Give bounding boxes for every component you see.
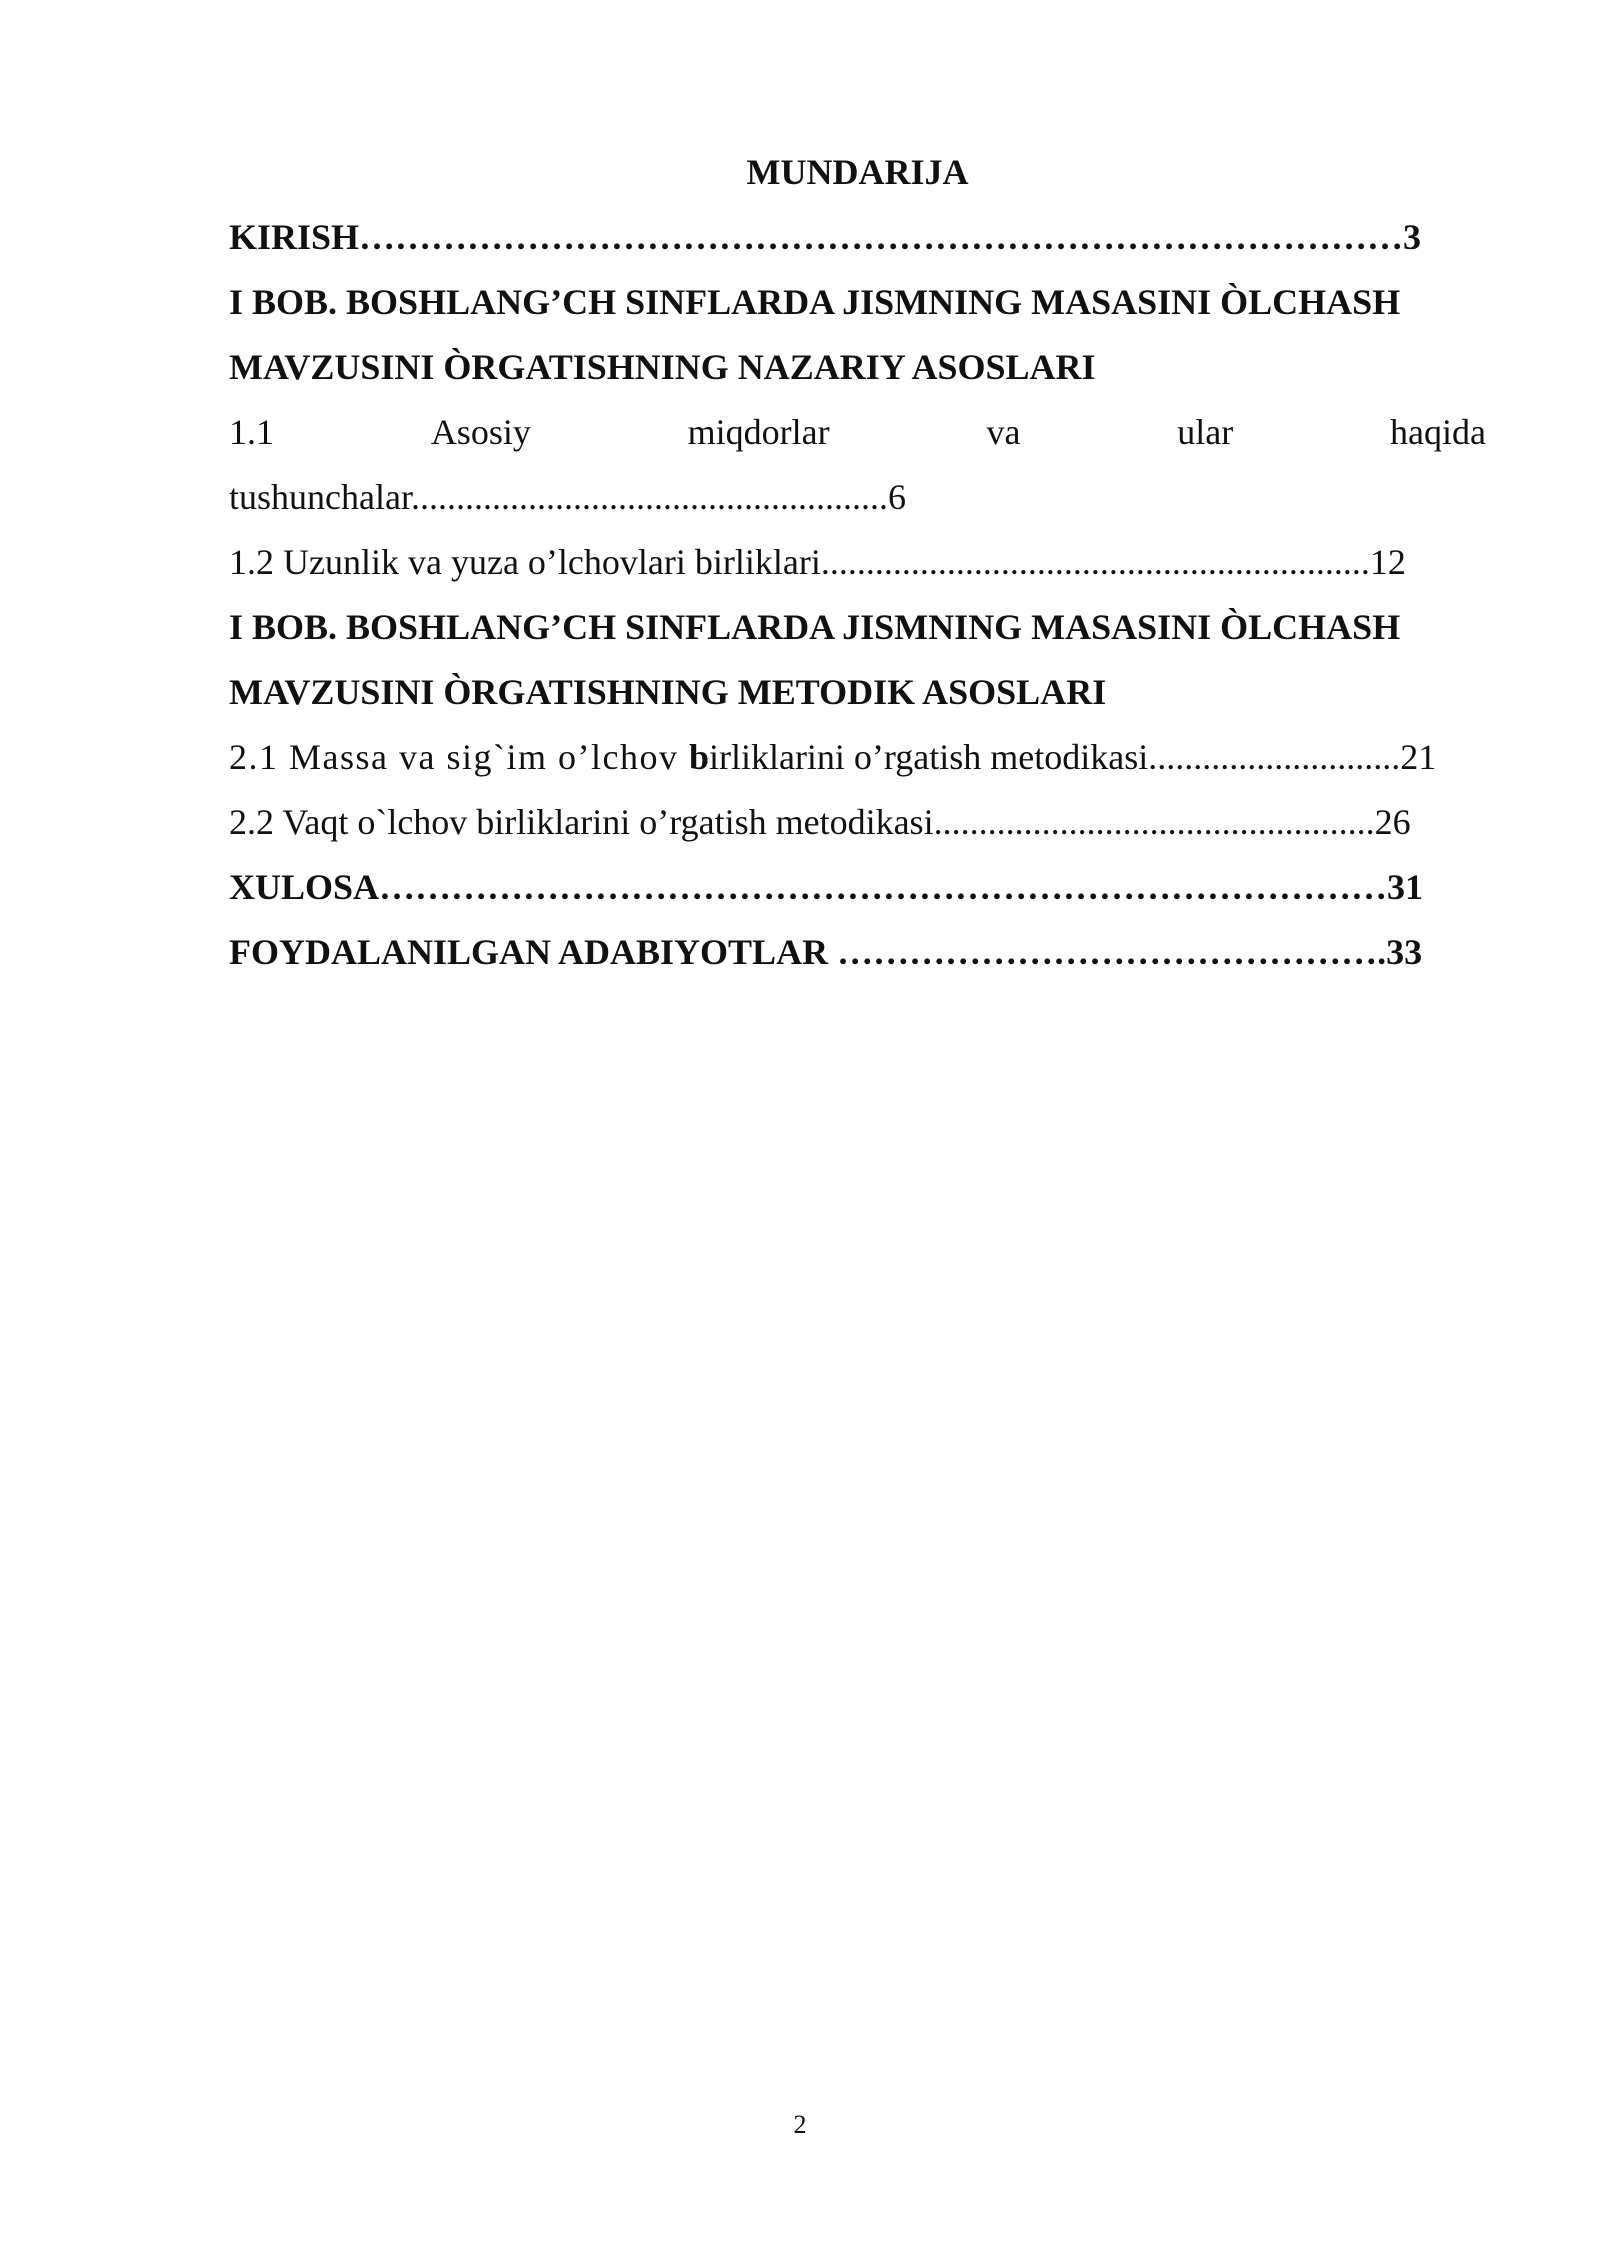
toc-section-2-2: 2.2 Vaqt o`lchov birliklarini o’rgatish metodikasi.................................................26 — [229, 802, 1411, 842]
toc-section-2-1 — [229, 725, 1486, 790]
toc-chapter1-heading-line2: MAVZUSINI ÒRGATISHNING NAZARIY ASOSLARI — [229, 347, 1096, 387]
toc-word: va — [986, 412, 1021, 452]
toc-chapter2-heading-line1: I BOB. BOSHLANG’CH SINFLARDA JISMNING MASASINI ÒLCHASH — [229, 607, 1401, 647]
toc-word: Asosiy — [430, 412, 531, 452]
toc-entry-xulosa: XULOSA…………………………………………………………………………31 — [229, 867, 1424, 907]
toc-word: haqida — [1390, 412, 1486, 452]
toc-chapter2-heading-line2: MAVZUSINI ÒRGATISHNING METODIK ASOSLARI — [229, 672, 1107, 712]
toc-section-1-2: 1.2 Uzunlik va yuza o’lchovlari birliklari.............................................................12 — [229, 542, 1406, 582]
toc-chapter1-heading-line1: I BOB. BOSHLANG’CH SINFLARDA JISMNING MASASINI ÒLCHASH — [229, 282, 1401, 322]
toc-title: MUNDARIJA — [746, 152, 969, 192]
toc-section-2-1-prefix: 2.1 Massa va sig`im o’lchov — [229, 737, 689, 777]
toc-entry-kirish: KIRISH……………………………………………………………………………3 — [229, 217, 1422, 257]
toc-section-2-1-rest: irliklarini o’rgatish metodikasi............................21 — [708, 737, 1437, 777]
toc-section-1-1-line1 — [229, 400, 1486, 465]
toc-entry-adabiyotlar: FOYDALANILGAN ADABIYOTLAR ……………………………………….33 — [229, 932, 1423, 972]
toc-word: miqdorlar — [687, 412, 830, 452]
toc-section-1-1-line2: tushunchalar.....................................................6 — [229, 477, 906, 517]
toc-word: ular — [1177, 412, 1234, 452]
page-number: 2 — [793, 2110, 807, 2139]
table-of-contents — [229, 140, 1486, 985]
toc-word: 1.1 — [229, 412, 274, 452]
toc-section-2-1-bold-letter: b — [688, 737, 709, 777]
